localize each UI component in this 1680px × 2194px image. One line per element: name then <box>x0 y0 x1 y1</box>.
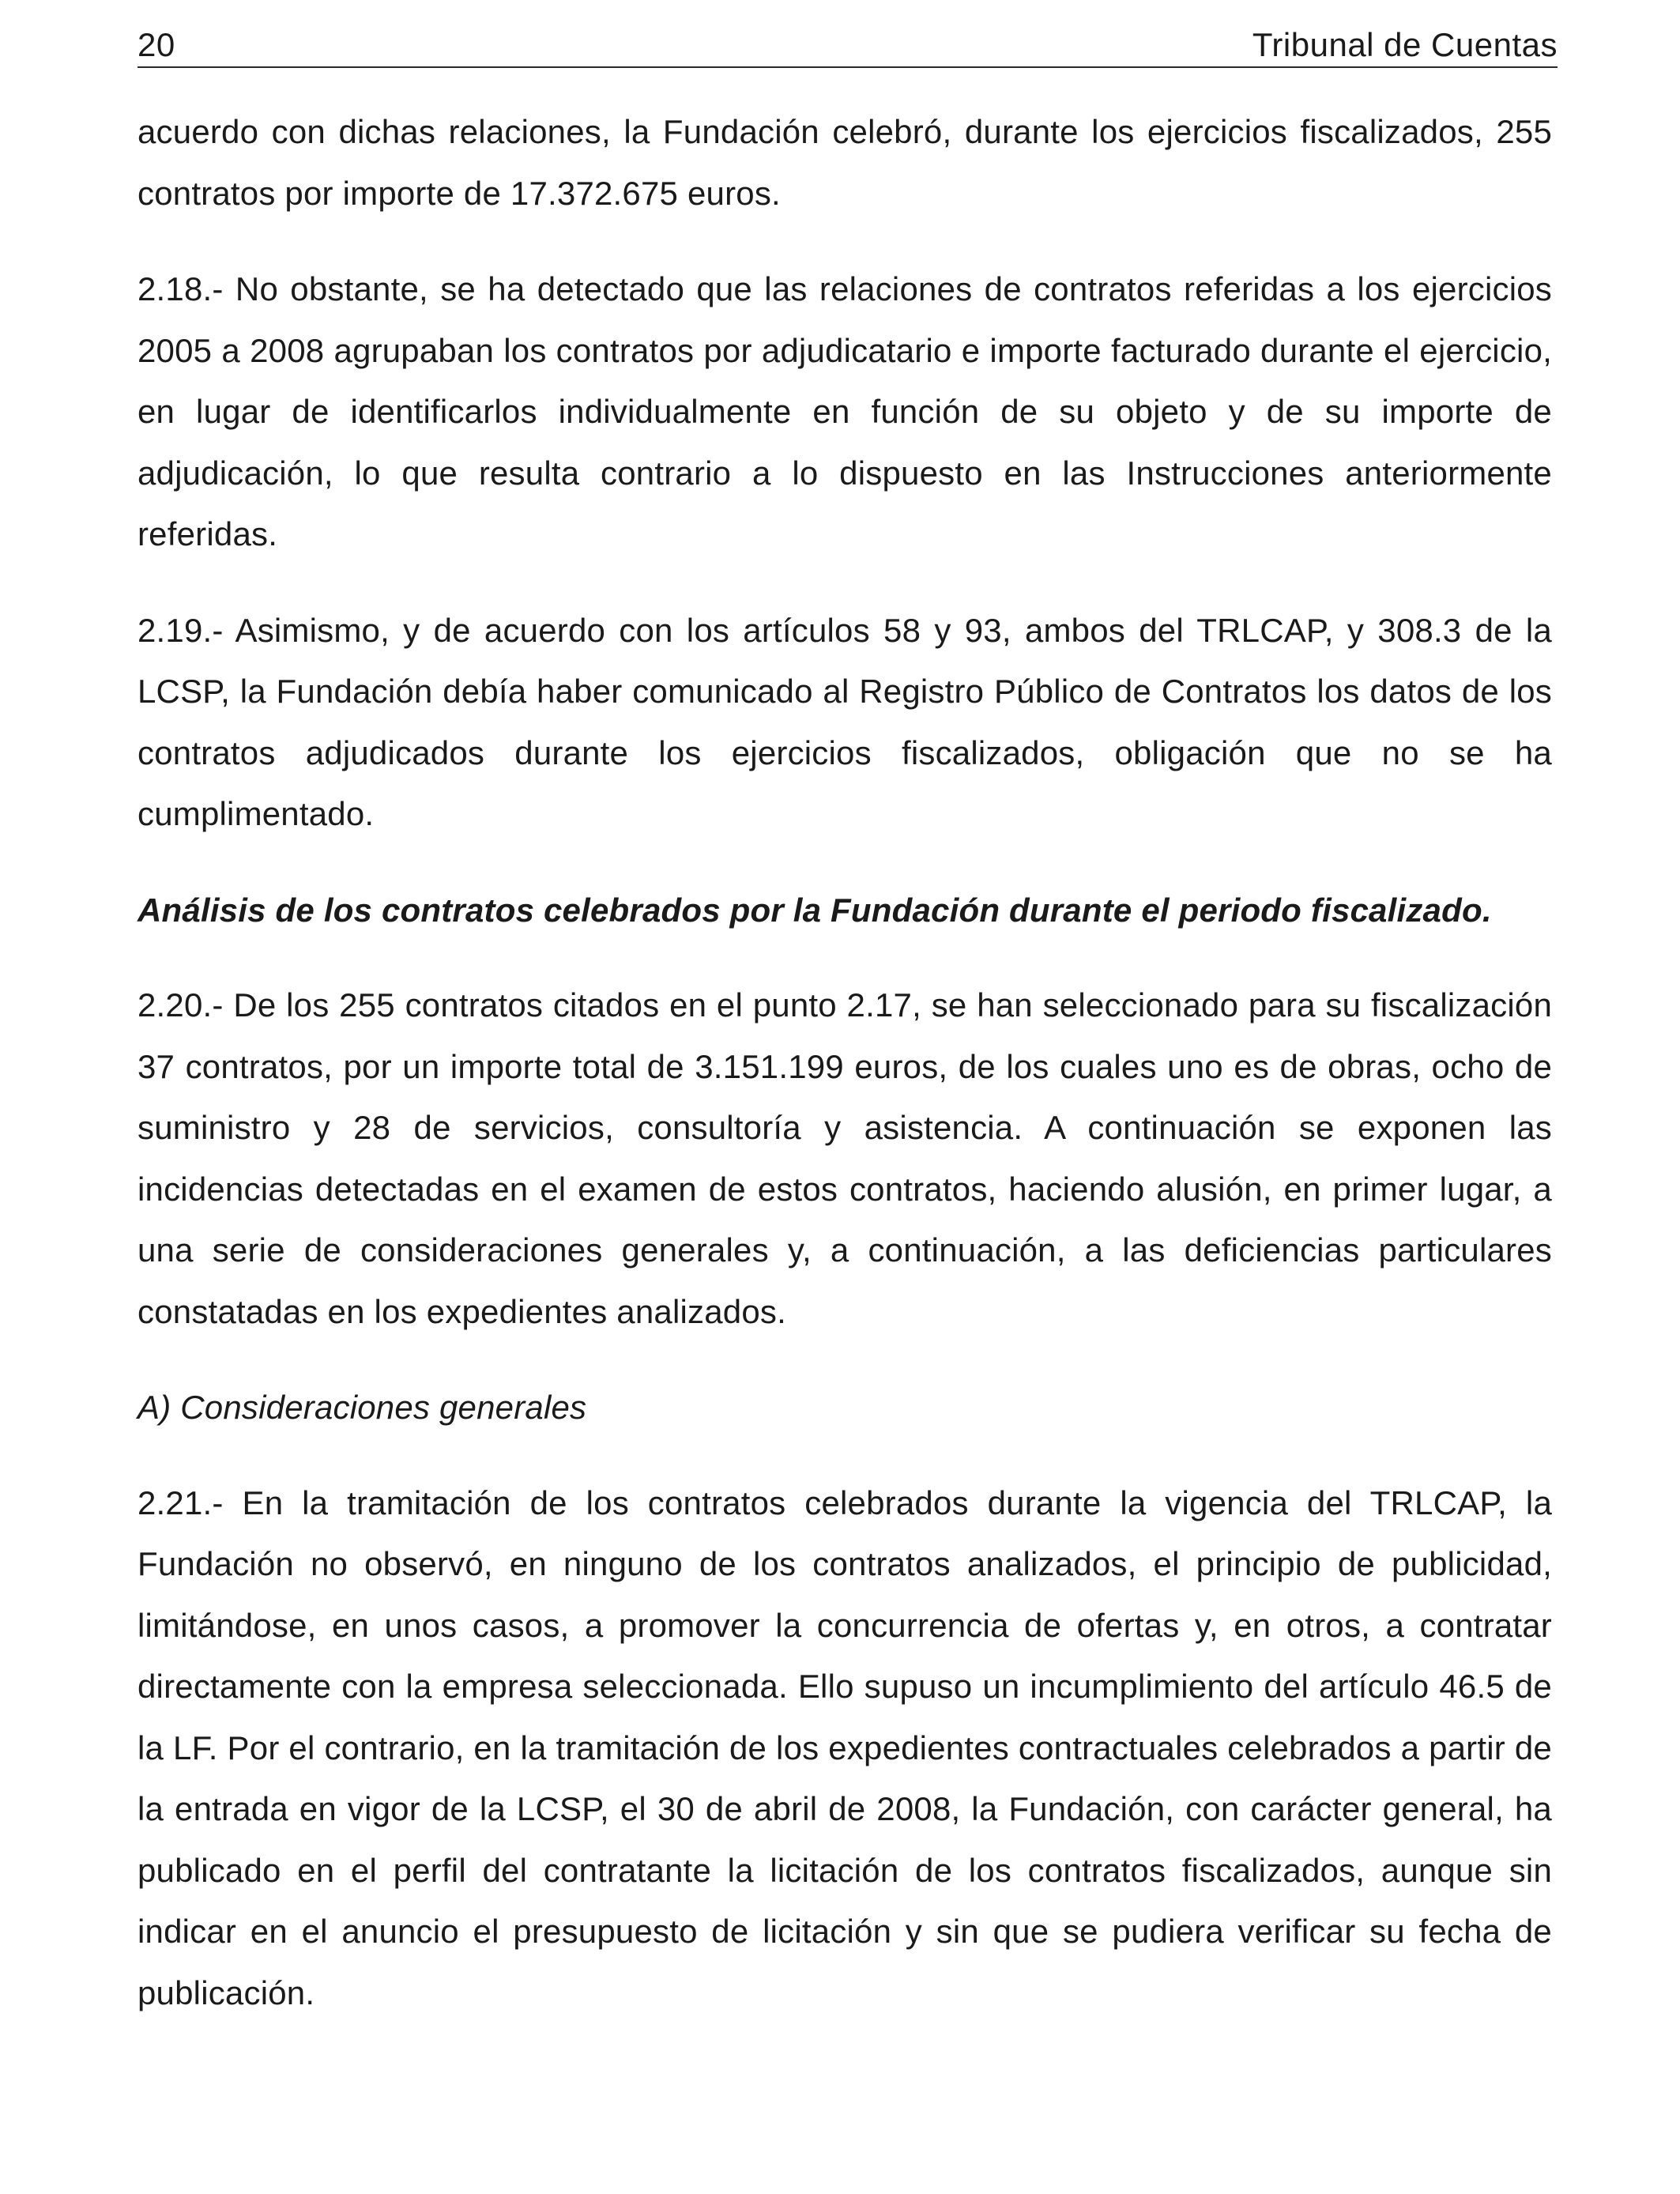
subsection-heading: A) Consideraciones generales <box>137 1389 587 1426</box>
paragraph-2-20: 2.20.- De los 255 contratos citados en el punto 2.17, se han seleccionado para su fiscalización 37 contratos, por un importe total de 3.151.199 euros, de los cuales uno es de obras, ocho de suministro y 28 de servicios, consultoría y asistencia. A continuación se exponen las incidencias detectadas en el examen de estos contratos, haciendo alusión, en primer lugar, a una serie de consideraciones generales y, a continuación, a las deficiencias particulares constatadas en los expedientes analizados. <box>137 986 1552 1330</box>
paragraph-continued: acuerdo con dichas relaciones, la Fundación celebró, durante los ejercicios fiscalizados, 255 contratos por importe de 17.372.675 euros. <box>137 113 1552 212</box>
document-body <box>137 101 1552 2058</box>
header-title: Tribunal de Cuentas <box>1252 26 1558 63</box>
section-heading: Análisis de los contratos celebrados por la Fundación durante el periodo fiscalizado. <box>137 891 1492 929</box>
paragraph-2-19: 2.19.- Asimismo, y de acuerdo con los artículos 58 y 93, ambos del TRLCAP, y 308.3 de la LCSP, la Fundación debía haber comunicado al Registro Público de Contratos los datos de los contratos adjudicados durante los ejercicios fiscalizados, obligación que no se ha cumplimentado. <box>137 611 1552 832</box>
paragraph-2-18: 2.18.- No obstante, se ha detectado que las relaciones de contratos referidas a los ejercicios 2005 a 2008 agrupaban los contratos por adjudicatario e importe facturado durante el ejercicio, en lugar de identificarlos individualmente en función de su objeto y de su importe de adjudicación, lo que resulta contrario a lo dispuesto en las Instrucciones anteriormente referidas. <box>137 270 1552 552</box>
paragraph-2-21: 2.21.- En la tramitación de los contratos celebrados durante la vigencia del TRLCAP, la Fundación no observó, en ninguno de los contratos analizados, el principio de publicidad, limitándose, en unos casos, a promover la concurrencia de ofertas y, en otros, a contratar directamente con la empresa seleccionada. Ello supuso un incumplimiento del artículo 46.5 de la LF. Por el contrario, en la tramitación de los expedientes contractuales celebrados a partir de la entrada en vigor de la LCSP, el 30 de abril de 2008, la Fundación, con carácter general, ha publicado en el perfil del contratante la licitación de los contratos fiscalizados, aunque sin indicar en el anuncio el presupuesto de licitación y sin que se pudiera verificar su fecha de publicación. <box>137 1483 1552 2011</box>
running-header <box>137 22 1558 68</box>
page-number: 20 <box>137 26 175 63</box>
